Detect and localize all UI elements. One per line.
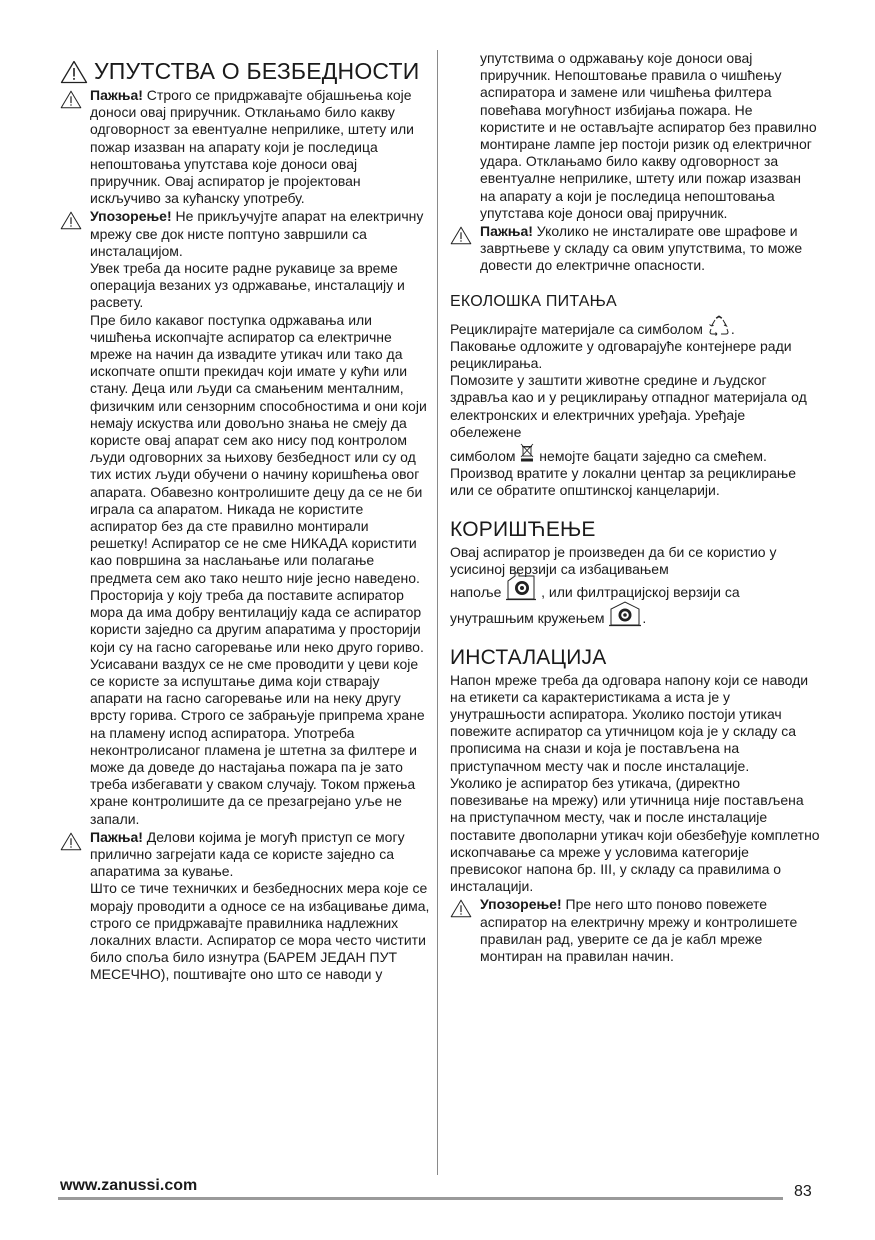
eco-weee-text-start: симболом: [450, 448, 520, 465]
left-column: [60, 50, 430, 984]
eco-paragraph-packaging: Паковање одложите у одговарајуће контејнере ради рециклирања.: [450, 337, 792, 372]
crossed-bin-icon: [519, 442, 535, 462]
usage-recirculation-text: унутрашњим кружењем: [450, 610, 609, 627]
warning-triangle-icon: [60, 211, 82, 230]
eco-recycle-end: .: [730, 320, 735, 337]
warning-label: Пажња!: [90, 87, 143, 103]
warning-triangle-icon: [450, 899, 472, 918]
footer-website: www.zanussi.com: [60, 1177, 198, 1194]
usage-filter-text: , или филтрацијској верзији са: [537, 584, 740, 601]
warning-text: Делови којима је могућ приступ се могу прилично загрејати када се користе заједно са апаратима за кување.: [90, 828, 405, 880]
usage-recirculation-end: .: [642, 610, 647, 627]
safety-warning-2: [60, 208, 430, 260]
warning-text: Строго се придржавајте објашњења које доноси овај приручник. Отклањамо било какву одговорност за евентуалне неприлике, штету или пожар изазван на апарату који је последица непоштовања упутстава које доноси овај приручник. Овај аспиратор је пројектован искључиво за кућанску употребу.: [90, 87, 414, 207]
warning-text: Пре него што поново повежете аспиратор на електричну мрежу и контролишете правилан рад, уверите се да је кабл мреже монтиран на правилан начин.: [480, 896, 798, 964]
warning-text: Уколико не инсталирате ове шрафове и завртњеве у складу са овим упутствима, то може довести до електричне опасности.: [480, 223, 803, 274]
warning-label: Упозорење!: [90, 208, 172, 225]
eco-recycle-text: Рециклирајте материјале са симболом: [450, 320, 707, 337]
safety-warning-1: [60, 87, 430, 207]
footer-rule: [58, 1197, 783, 1200]
warning-label: Пажња!: [90, 828, 143, 845]
safety-title: УПУТСТВА О БЕЗБЕДНОСТИ: [94, 58, 420, 84]
eco-paragraph-weee: Помозите у заштити животне средине и људског здравља као и у рециклирању отпадног материјала од електронских и електричних уређаја. Уређаје обележене: [450, 372, 807, 440]
eco-weee-text-end: немојте бацати заједно са смећем. Производ вратите у локални центар за рециклирање или се обратите општинској канцеларији.: [450, 448, 796, 499]
column-divider: [437, 50, 438, 1175]
safety-warning-3: [60, 829, 430, 881]
safety-paragraph-maintenance: Пре било какавог поступка одржавања или чишћења ископчајте аспиратор са електричне мреже на начин да извадите утикач или тако да ископчате општи прекидач који имате у кући или стану. Деца или људи са смањеним менталним, физичким или сензорним способностима и они који немају искуства или довољно знања не смеју да користе овај апарат сем ако нису под контролом људи одговорних за њихову безбедност или су од тих истих људи обучени о начину коришћења овог апарата. Обавезно контролишите децу да се не би играла са апаратом. Никада не користите аспиратор без да сте правилно монтирали решетку! Аспиратор се не сме НИКАДА користити као површина за наслањање или полагање предмета сем ако тако нешто није јесно наведено.: [90, 311, 427, 586]
install-warning: [450, 896, 820, 965]
usage-extraction-text: напоље: [450, 584, 506, 601]
warning-triangle-icon: [60, 90, 82, 109]
install-paragraph-voltage: Напон мреже треба да одговара напону који се наводи на етикети са карактеристикама а иста је у унутрашњости аспиратора. Уколико постоји утикач повежите аспиратор са утичницом која је у складу са прописима на снази и која је постављена на приступачном месту чак и после инсталације.: [450, 671, 809, 774]
warning-label: Пажња!: [480, 223, 533, 240]
warning-triangle-icon: [60, 832, 82, 851]
warning-triangle-icon: [60, 60, 88, 84]
recycle-icon: [707, 315, 731, 337]
usage-recirculation-line: [450, 610, 820, 627]
eco-paragraph-recycle: [450, 321, 820, 338]
safety-paragraph-ventilation: Просторија у коју треба да поставите аспиратор мора да има добру вентилацију када се аспиратор користи заједно са другим апаратима у просторији који су на гасно сагоревање или неко друго гориво. Усисавани ваздух се не сме проводити у цеви које се користе за испуштање дима који стварају апарати на гасно сагоревање или на неку другу врсту горива. Строго се забрањује припрема хране на пламену испод аспиратора. Употреба неконтролисаног пламена је штетна за филтере и може да доведе до настајања пожара па је зато треба избегавати у сваком случају. Током пржења хране контролишите да се презагрејано уље не запали.: [90, 586, 425, 827]
warning-triangle-icon: [450, 226, 472, 245]
eco-heading: ЕКОЛОШКА ПИТАЊА: [450, 292, 617, 310]
warning-label: Упозорење!: [480, 896, 562, 913]
install-paragraph-plug: Уколико је аспиратор без утикача, (директно повезивање на мрежу) или утичница није постављена на приступачном месту, чак и после инсталације поставите двополарни утикач који обезбеђује комплетно ископчавање са мреже у условима категорије превисоког напона бр. III, у складу са правилима о инсталацији.: [450, 774, 820, 895]
safety-paragraph-cleaning: упутствима о одржавању које доноси овај приручник. Непоштовање правила о чишћењу аспиратора и замене или чишћења филтера повећава могућност избијања пожара. Не користите и не остављајте аспиратор без правилно монтиране лампе јер постоји ризик од електричног удара. Отклањамо било какву одговорност за евентуалне неприлике, штету или пожар изазван на апарату а који је последица непоштовања упутстава које доноси овај приручник.: [480, 50, 817, 221]
safety-warning-4: [450, 223, 820, 275]
safety-paragraph-smoke: Што се тиче техничких и безбедносних мера које се морају проводити а односе се на избацивање дима, строго се придржавајте правилника надлежних локалних власти. Аспиратор се мора често чистити било споља било изнутра (БАРЕМ ЈЕДАН ПУТ МЕСЕЧНО), поштивајте оно што се наводи у: [90, 880, 430, 983]
safety-paragraph-gloves: Увек треба да носите радне рукавице за време операција везаних уз одржавање, инсталацију и расвету.: [90, 260, 405, 311]
eco-paragraph-weee-symbol: [450, 448, 820, 500]
page-number: 83: [794, 1183, 812, 1200]
extraction-mode-icon: [505, 572, 537, 602]
recirculation-mode-icon: [608, 600, 642, 628]
install-heading: ИНСТАЛАЦИЈА: [450, 645, 607, 669]
safety-heading: [60, 58, 430, 85]
usage-paragraph: Овај аспиратор је произведен да би се користио у усисиној верзији са избацивањем: [450, 543, 777, 577]
usage-heading: КОРИШЋЕЊЕ: [450, 517, 596, 541]
right-column: [450, 50, 820, 965]
warning-text: Не прикључујте апарат на електричну мрежу све док нисте поптуно завршили са инсталацијом.: [90, 208, 424, 259]
